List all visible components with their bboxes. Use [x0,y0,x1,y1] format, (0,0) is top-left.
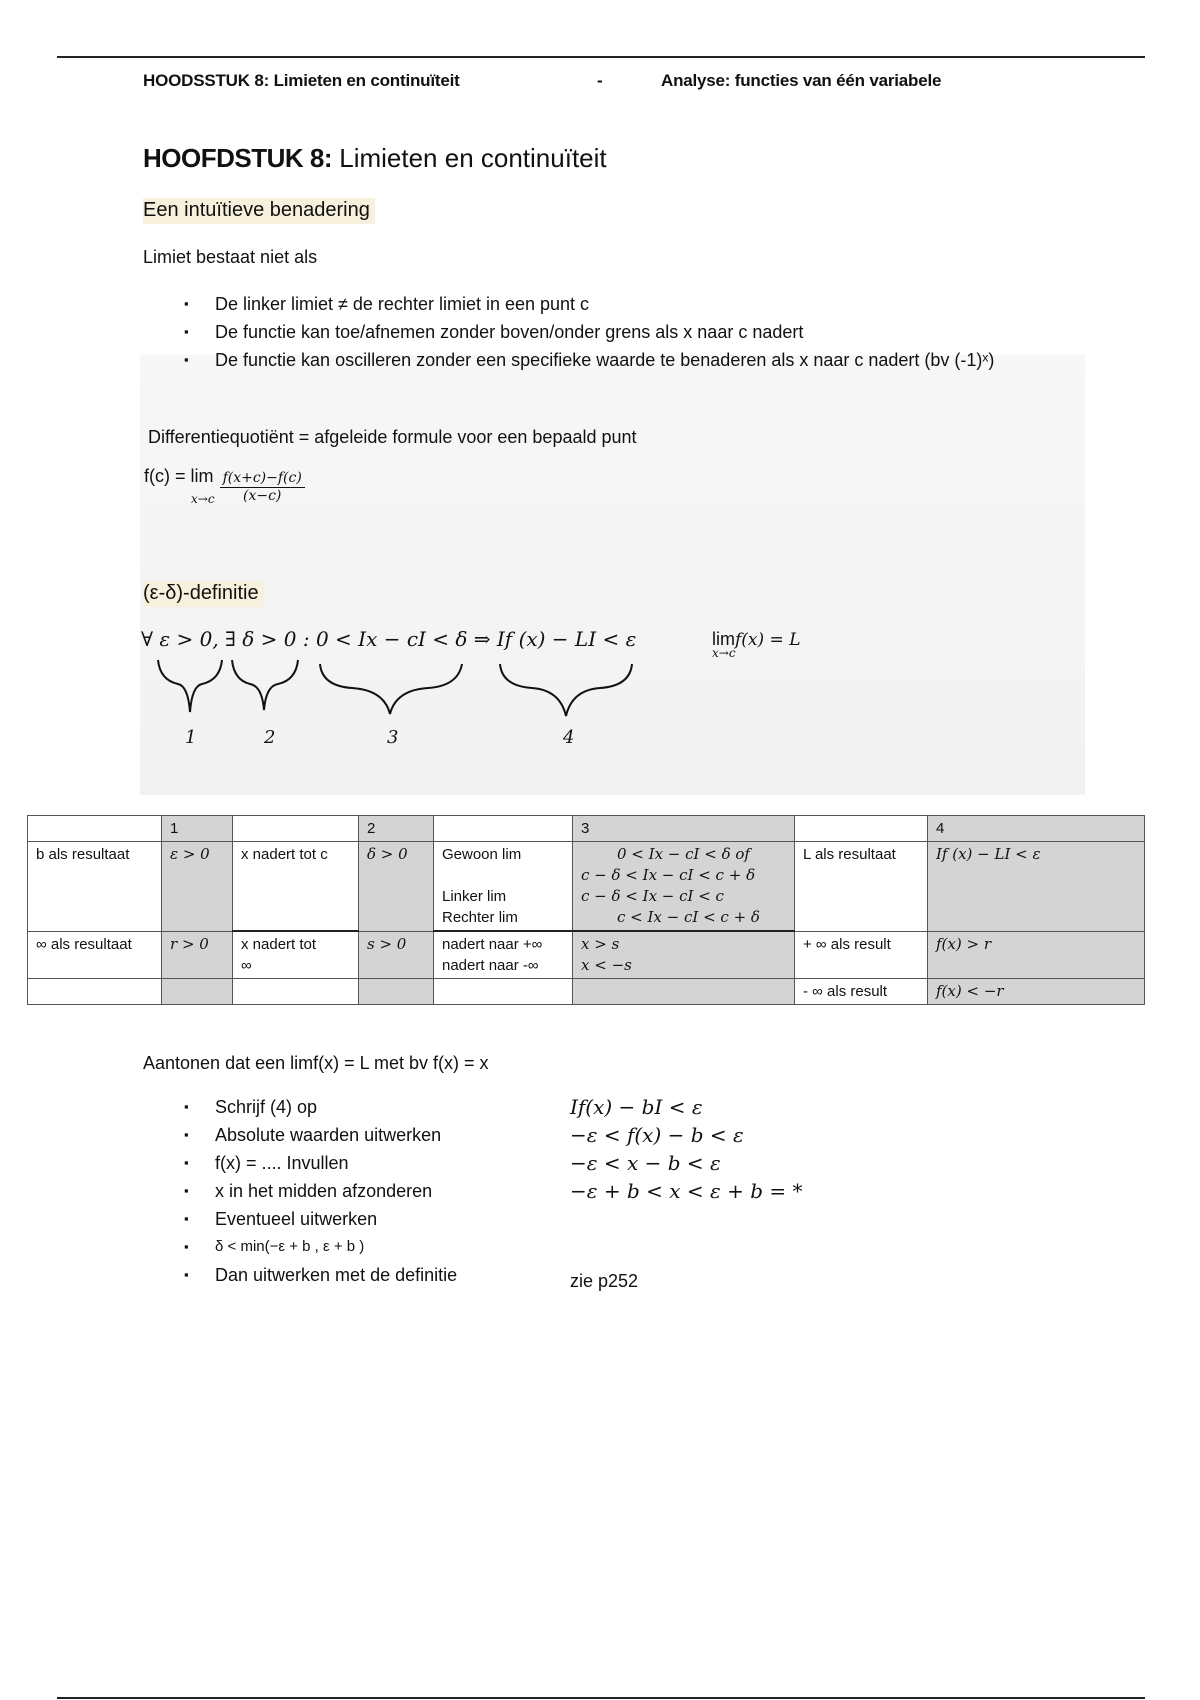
table-cell: x nadert tot c [233,842,359,932]
table-cell: s > 0 [359,931,434,979]
bottom-rule [57,1697,1145,1699]
table-cell [233,979,359,1005]
step-reference: zie p252 [570,1271,639,1291]
brace-label-2: 2 [264,727,276,748]
header-dash: - [597,71,603,90]
list-item: ▪ De functie kan toe/afnemen zonder boven/onder grens als x naar c nadert [143,318,994,346]
table-cell: f(x) < −r [928,979,1145,1005]
table-cell [162,979,233,1005]
proof-intro: Aantonen dat een limf(x) = L met bv f(x) = x [143,1053,489,1073]
table-cell [28,979,162,1005]
table-cell [434,979,573,1005]
title-chapter: HOOFDSTUK 8: [143,143,332,173]
table-cell-line: Linker lim [442,888,507,905]
table-cell: 4 [928,816,1145,842]
table-cell: ε > 0 [162,842,233,932]
list-item: ▪ f(x) = .... Invullen [143,1149,457,1177]
table-cell-line: Gewoon lim [442,846,522,863]
formula-sub: x→c [191,492,215,506]
brace-label-4: 4 [563,727,575,748]
section-heading-intuitive: Een intuïtieve benadering [143,198,375,224]
proof-steps-list [143,1093,457,1289]
step-math: If(x) − bI < ε [570,1095,703,1119]
difference-quotient-text: Differentiequotiënt = afgeleide formule voor een bepaald punt [148,427,637,447]
table-cell: 1 [162,816,233,842]
table-cell: L als resultaat [795,842,928,932]
table-cell [359,979,434,1005]
header-left: HOODSSTUK 8: Limieten en continuïteit [143,71,460,90]
table-cell [795,816,928,842]
table-cell-line: c − δ < Ix − cI < c [581,887,724,905]
formula-denominator: (x−c) [242,487,282,504]
table-cell [434,931,573,979]
table-cell: r > 0 [162,931,233,979]
table-cell [573,931,795,979]
table-cell: ∞ als resultaat [28,931,162,979]
limit-lim: lim [712,629,735,649]
table-cell [28,816,162,842]
table-cell-line: c < Ix − cI < c + δ [617,908,760,926]
table-cell-line: ∞ [241,957,252,974]
table-cell: If (x) − LI < ε [928,842,1145,932]
intro-text: Limiet bestaat niet als [143,247,318,267]
table-cell [573,979,795,1005]
section-heading-epsilon-delta: (ε-δ)-definitie [143,581,264,607]
underbrace-3 [320,664,462,714]
table-cell: + ∞ als result [795,931,928,979]
table-cell-line: x > s [581,935,620,953]
table-cell: δ > 0 [359,842,434,932]
table-cell [573,842,795,932]
table-cell: 3 [573,816,795,842]
limit-rhs: f(x) = L [735,630,801,650]
list-item: ▪ Schrijf (4) op [143,1093,457,1121]
underbrace-2 [232,660,298,710]
table-cell [434,842,573,932]
table-cell-line: c − δ < Ix − cI < c + δ [581,866,756,884]
list-item: ▪ De functie kan oscilleren zonder een specifieke waarde te benaderen als x naar c nadert (bv (-1)ˣ) [143,346,994,374]
brace-label-3: 3 [387,727,399,748]
table-cell-line: 0 < Ix − cI < δ of [617,845,750,863]
limit-sub: x→c [712,646,736,660]
underbraces [0,0,1200,760]
table-cell-line: nadert naar +∞ [442,936,543,953]
list-item: ▪ De linker limiet ≠ de rechter limiet in een punt c [143,290,994,318]
list-item: ▪ x in het midden afzonderen [143,1177,457,1205]
underbrace-4 [500,664,632,716]
table-cell [233,931,359,979]
title-text: Limieten en continuïteit [339,143,607,173]
formula-numerator: f(x+c)−f(c) [220,470,305,488]
header-right: Analyse: functies van één variabele [661,71,942,90]
formula-lhs: f(c) = lim [144,466,214,486]
brace-label-1: 1 [185,727,197,748]
table-header-row [28,816,1145,842]
table-cell: - ∞ als result [795,979,928,1005]
step-math: −ε + b < x < ε + b = * [570,1179,803,1203]
table-row [28,842,1145,932]
list-item: ▪ Eventueel uitwerken [143,1205,457,1233]
table-cell: 2 [359,816,434,842]
step-math: −ε < x − b < ε [570,1151,721,1175]
epsilon-delta-definition: ∀ ε > 0, ∃ δ > 0 : 0 < Ix − cI < δ ⇒ If (x) − LI < ε [141,627,637,651]
table-cell [434,816,573,842]
table-cell-line: nadert naar -∞ [442,957,539,974]
list-item: ▪ Dan uitwerken met de definitie [143,1261,457,1289]
table-cell-line: Rechter lim [442,909,518,926]
underbrace-1 [158,660,222,712]
table-cell [233,816,359,842]
table-cell-line: x < −s [581,956,632,974]
table-cell: f(x) > r [928,931,1145,979]
limit-definition-table [27,815,1145,1005]
table-cell: b als resultaat [28,842,162,932]
step-math: −ε < f(x) − b < ε [570,1123,744,1147]
table-row [28,931,1145,979]
table-row [28,979,1145,1005]
list-item: ▪ δ < min(−ε + b , ε + b ) [143,1233,457,1261]
list-item: ▪ Absolute waarden uitwerken [143,1121,457,1149]
table-cell-line: x nadert tot [241,936,317,953]
